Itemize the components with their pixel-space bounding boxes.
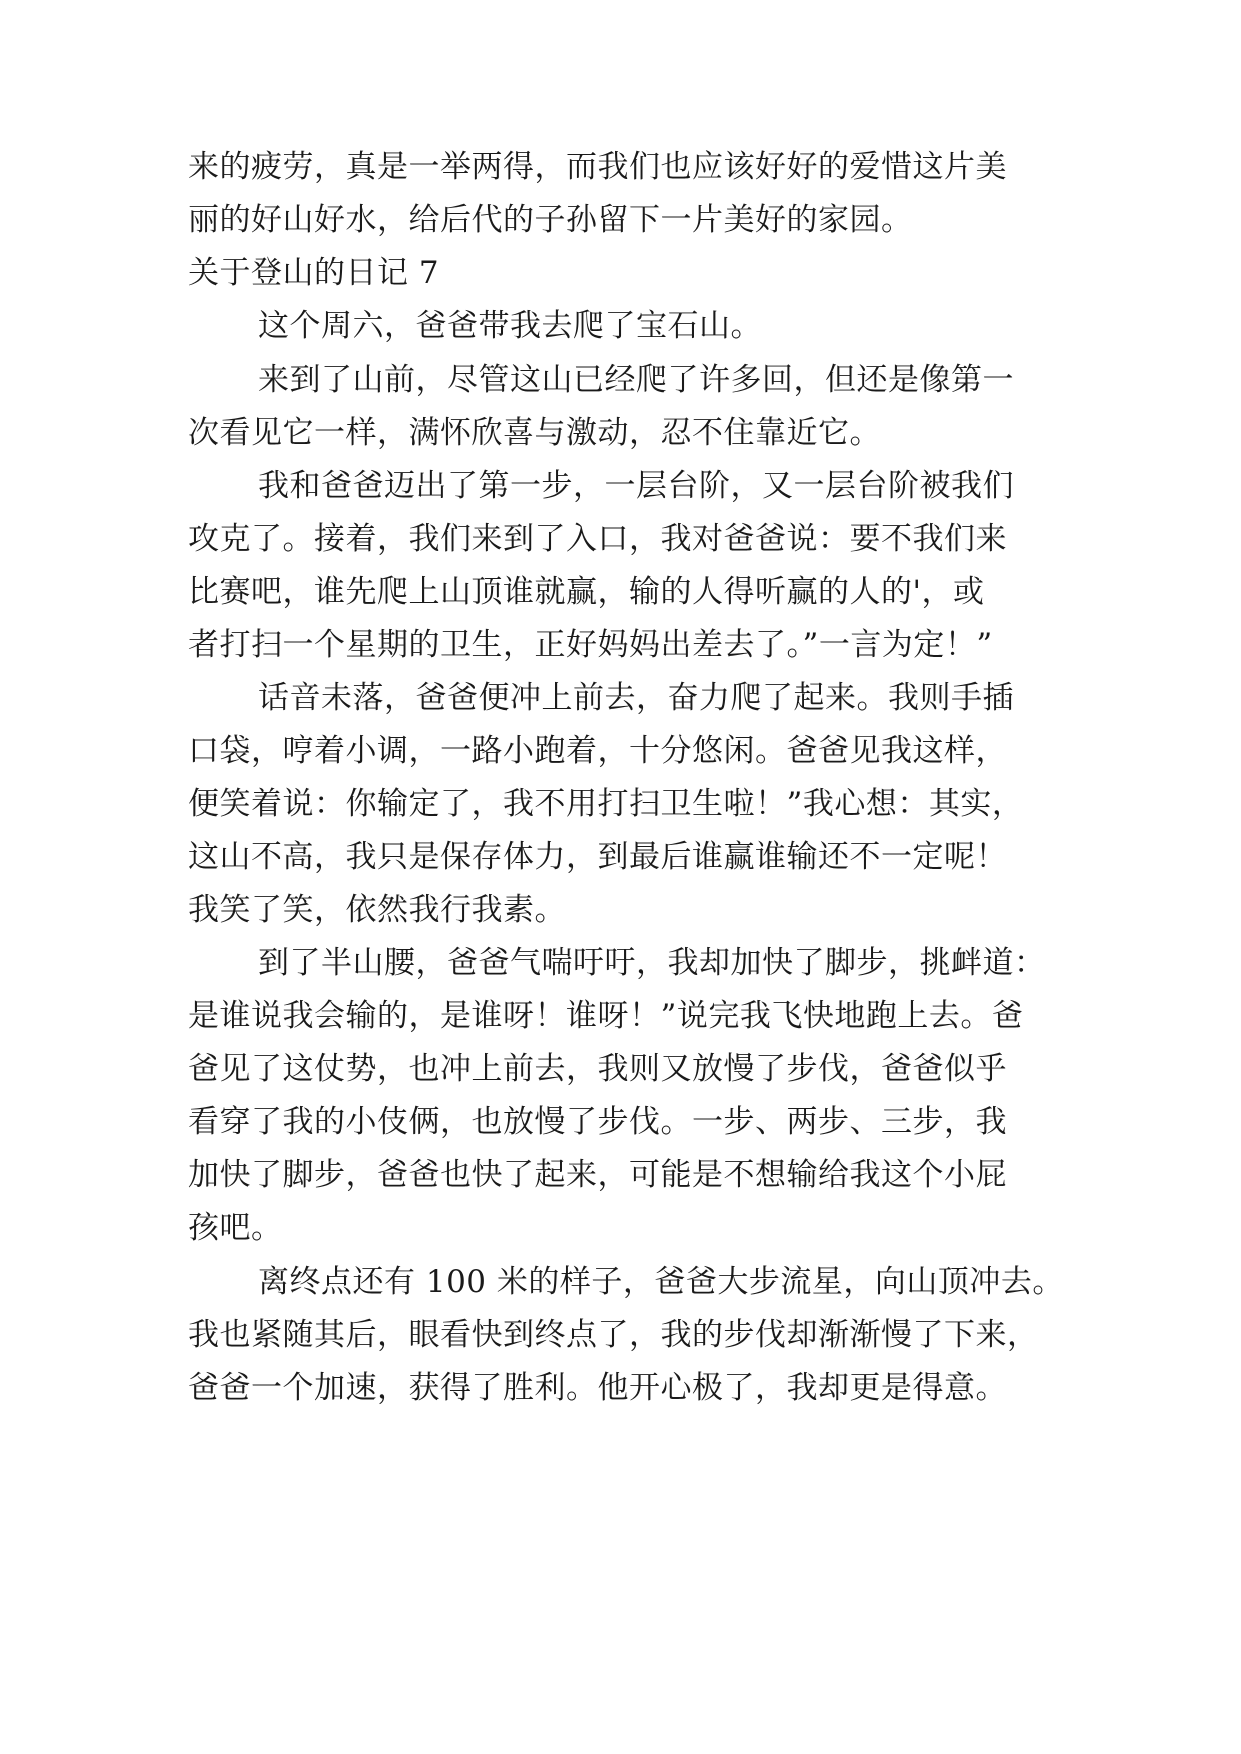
body-line: 来的疲劳，真是一举两得，而我们也应该好好的爱惜这片美: [188, 149, 1007, 185]
body-line: 这山不高，我只是保存体力，到最后谁赢谁输还不一定呢！: [188, 839, 1007, 875]
body-line: 便笑着说：你输定了，我不用打扫卫生啦！”我心想：其实，: [188, 786, 1024, 822]
body-line: 是谁说我会输的，是谁呀！谁呀！”说完我飞快地跑上去。爸: [188, 998, 1024, 1034]
paragraph-start: 我和爸爸迈出了第一步，一层台阶，又一层台阶被我们: [258, 468, 1014, 504]
paragraph-start: 话音未落，爸爸便冲上前去，奋力爬了起来。我则手插: [258, 680, 1014, 716]
body-line: 爸爸一个加速，获得了胜利。他开心极了，我却更是得意。: [188, 1370, 1007, 1406]
body-line: 我笑了笑，依然我行我素。: [188, 892, 566, 928]
paragraph-start: 到了半山腰，爸爸气喘吁吁，我却加快了脚步，挑衅道：: [258, 945, 1046, 981]
body-line: 加快了脚步，爸爸也快了起来，可能是不想输给我这个小屁: [188, 1157, 1007, 1193]
body-line: 爸见了这仗势，也冲上前去，我则又放慢了步伐，爸爸似乎: [188, 1051, 1007, 1087]
body-line: 比赛吧，谁先爬上山顶谁就赢，输的人得听赢的人的'，或: [188, 574, 985, 610]
paragraph-start: 离终点还有 100 米的样子，爸爸大步流星，向山顶冲去。: [258, 1264, 1064, 1300]
body-line: 丽的好山好水，给后代的子孙留下一片美好的家园。: [188, 202, 913, 238]
paragraph-start: 这个周六，爸爸带我去爬了宝石山。: [258, 308, 762, 344]
body-line: 者打扫一个星期的卫生，正好妈妈出差去了。”一言为定！”: [188, 627, 993, 663]
section-title: 关于登山的日记 7: [188, 255, 440, 291]
body-line: 看穿了我的小伎俩，也放慢了步伐。一步、两步、三步，我: [188, 1104, 1007, 1140]
body-line: 次看见它一样，满怀欣喜与激动，忍不住靠近它。: [188, 415, 881, 451]
paragraph-start: 来到了山前，尽管这山已经爬了许多回，但还是像第一: [258, 362, 1014, 398]
body-line: 孩吧。: [188, 1210, 283, 1246]
body-line: 我也紧随其后，眼看快到终点了，我的步伐却渐渐慢了下来，: [188, 1317, 1039, 1353]
body-line: 口袋，哼着小调，一路小跑着，十分悠闲。爸爸见我这样，: [188, 733, 1007, 769]
body-line: 攻克了。接着，我们来到了入口，我对爸爸说：要不我们来: [188, 521, 1007, 557]
